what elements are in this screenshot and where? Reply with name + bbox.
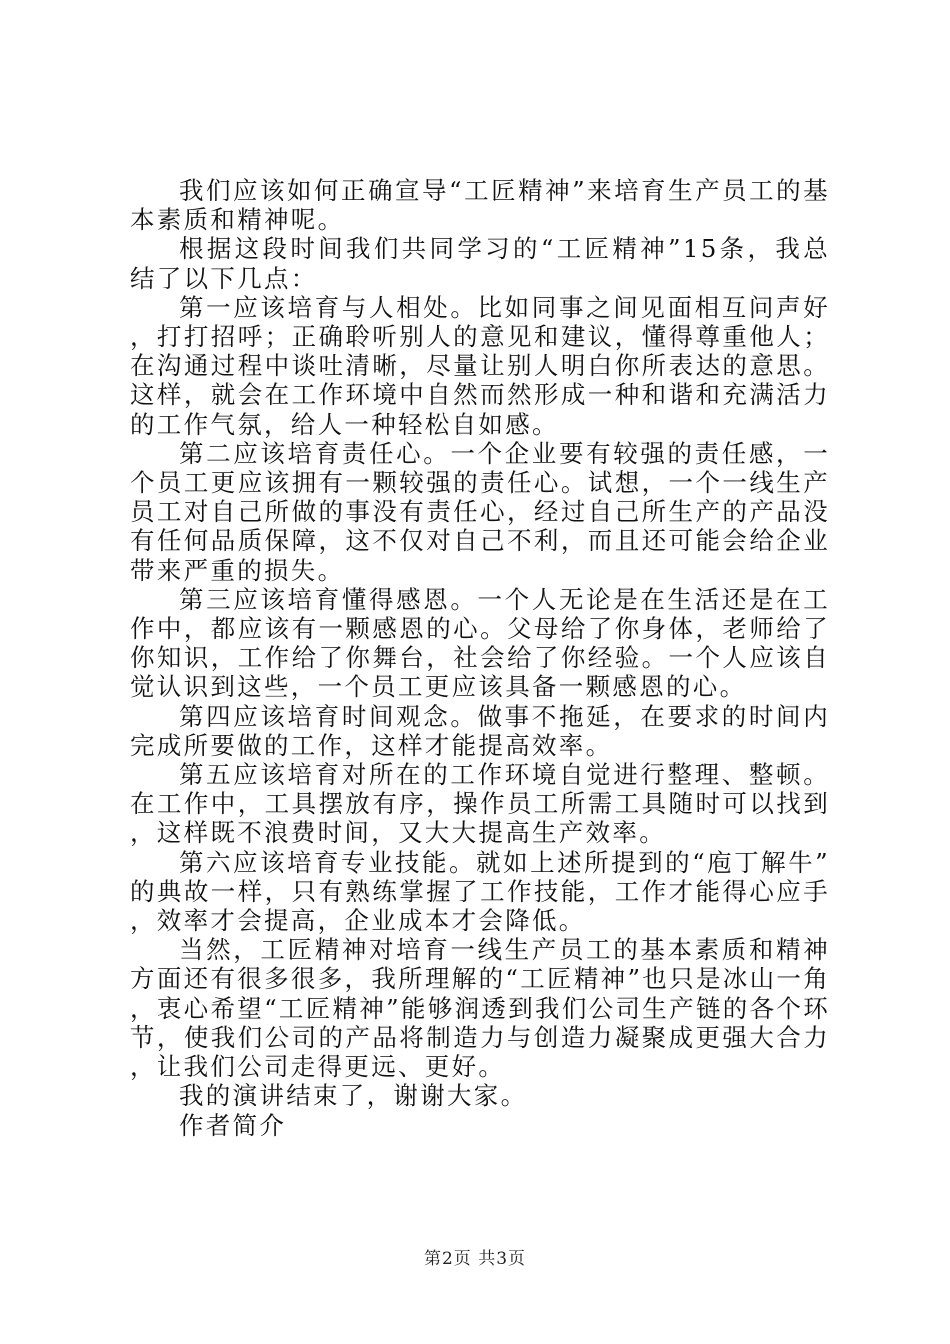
- paragraph: 第二应该培育责任心。一个企业要有较强的责任感，一个员工更应该拥有一颗较强的责任心。试想，一个一线生产员工对自己所做的事没有责任心，经过自己所生产的产品没有任何品质保障，这不仅对自己不利，而且还可能会给企业带来严重的损失。: [130, 438, 830, 585]
- paragraph: 我们应该如何正确宣导“工匠精神”来培育生产员工的基本素质和精神呢。: [130, 176, 830, 235]
- paragraph: 第一应该培育与人相处。比如同事之间见面相互问声好，打打招呼；正确聆听别人的意见和建议，懂得尊重他人；在沟通过程中谈吐清晰，尽量让别人明白你所表达的意思。这样，就会在工作环境中自然而然形成一种和谐和充满活力的工作气氛，给人一种轻松自如感。: [130, 292, 830, 439]
- paragraph: 当然，工匠精神对培育一线生产员工的基本素质和精神方面还有很多很多，我所理解的“工匠精神”也只是冰山一角，衷心希望“工匠精神”能够润透到我们公司生产链的各个环节，使我们公司的产品将制造力与创造力凝聚成更强大合力，让我们公司走得更远、更好。: [130, 935, 830, 1082]
- paragraph: 根据这段时间我们共同学习的“工匠精神”15条，我总结了以下几点：: [130, 234, 830, 293]
- section-heading: 作者简介: [179, 1110, 287, 1140]
- paragraph: 我的演讲结束了，谢谢大家。: [179, 1081, 528, 1111]
- paragraph: 第四应该培育时间观念。做事不拖延，在要求的时间内完成所要做的工作，这样才能提高效率。: [130, 701, 830, 760]
- paragraph: 第六应该培育专业技能。就如上述所提到的“庖丁解牛”的典故一样，只有熟练掌握了工作技能，工作才能得心应手，效率才会提高，企业成本才会降低。: [130, 847, 830, 936]
- paragraph: 第三应该培育懂得感恩。一个人无论是在生活还是在工作中，都应该有一颗感恩的心。父母给了你身体，老师给了你知识，工作给了你舞台，社会给了你经验。一个人应该自觉认识到这些，一个员工更应该具备一颗感恩的心。: [130, 584, 830, 702]
- body-text: [130, 176, 830, 1140]
- paragraph: 第五应该培育对所在的工作环境自觉进行整理、整顿。在工作中，工具摆放有序，操作员工所需工具随时可以找到，这样既不浪费时间，又大大提高生产效率。: [130, 760, 830, 848]
- page-number-footer: 第2页 共3页: [423, 1249, 527, 1269]
